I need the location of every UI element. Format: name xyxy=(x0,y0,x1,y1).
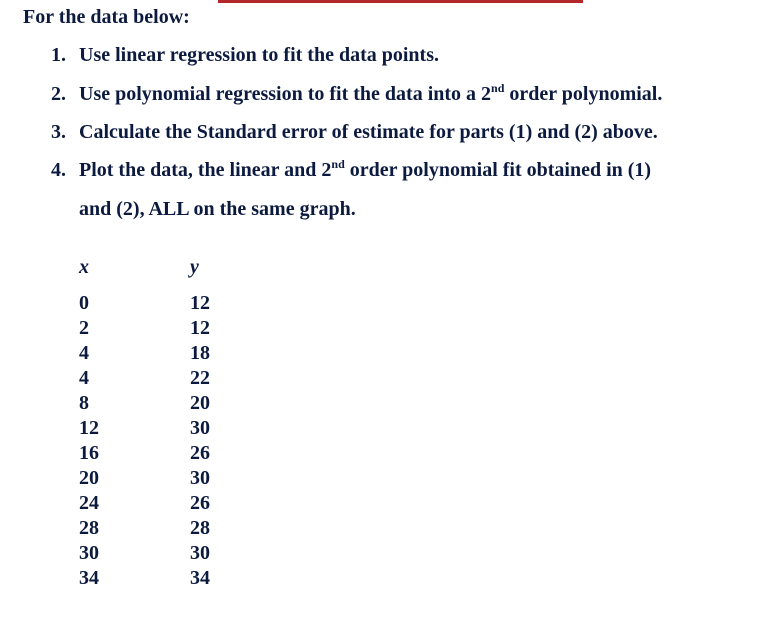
x-value: 28 xyxy=(79,517,99,539)
superscript: nd xyxy=(331,157,345,171)
x-value: 20 xyxy=(79,467,99,489)
x-value: 12 xyxy=(79,417,99,439)
y-value: 28 xyxy=(190,517,210,539)
task-number: 4. xyxy=(51,159,66,181)
task-text: Plot the data, the linear and 2 xyxy=(79,159,332,181)
x-value: 2 xyxy=(79,317,89,339)
task-3 xyxy=(51,121,658,144)
x-value: 16 xyxy=(79,442,99,464)
task-text: Use linear regression to fit the data points. xyxy=(79,44,439,66)
superscript: nd xyxy=(491,81,505,95)
x-column-header: x xyxy=(79,256,89,278)
task-4-continuation: and (2), ALL on the same graph. xyxy=(79,198,356,220)
y-value: 12 xyxy=(190,317,210,339)
task-text: order polynomial fit obtained in (1) xyxy=(344,159,652,181)
task-number: 1. xyxy=(51,44,66,66)
y-value: 26 xyxy=(190,492,210,514)
x-value: 0 xyxy=(79,292,89,314)
y-value: 12 xyxy=(190,292,210,314)
heading: For the data below: xyxy=(23,6,190,28)
x-value: 34 xyxy=(79,567,99,589)
task-text: order polynomial. xyxy=(504,83,663,105)
y-value: 18 xyxy=(190,342,210,364)
x-value: 4 xyxy=(79,342,89,364)
task-number: 3. xyxy=(51,121,66,143)
y-value: 30 xyxy=(190,467,210,489)
task-4 xyxy=(51,159,651,182)
y-value: 30 xyxy=(190,417,210,439)
x-value: 24 xyxy=(79,492,99,514)
x-value: 4 xyxy=(79,367,89,389)
task-1 xyxy=(51,44,439,67)
task-text: Use polynomial regression to fit the data into a 2 xyxy=(79,83,492,105)
y-column-header: y xyxy=(190,256,199,278)
task-number: 2. xyxy=(51,83,66,105)
y-value: 26 xyxy=(190,442,210,464)
y-value: 20 xyxy=(190,392,210,414)
x-value: 30 xyxy=(79,542,99,564)
x-value: 8 xyxy=(79,392,89,414)
top-rule xyxy=(218,0,583,3)
task-2 xyxy=(51,83,662,106)
task-text: Calculate the Standard error of estimate for parts (1) and (2) above. xyxy=(79,121,658,143)
y-value: 22 xyxy=(190,367,210,389)
y-value: 30 xyxy=(190,542,210,564)
y-value: 34 xyxy=(190,567,210,589)
